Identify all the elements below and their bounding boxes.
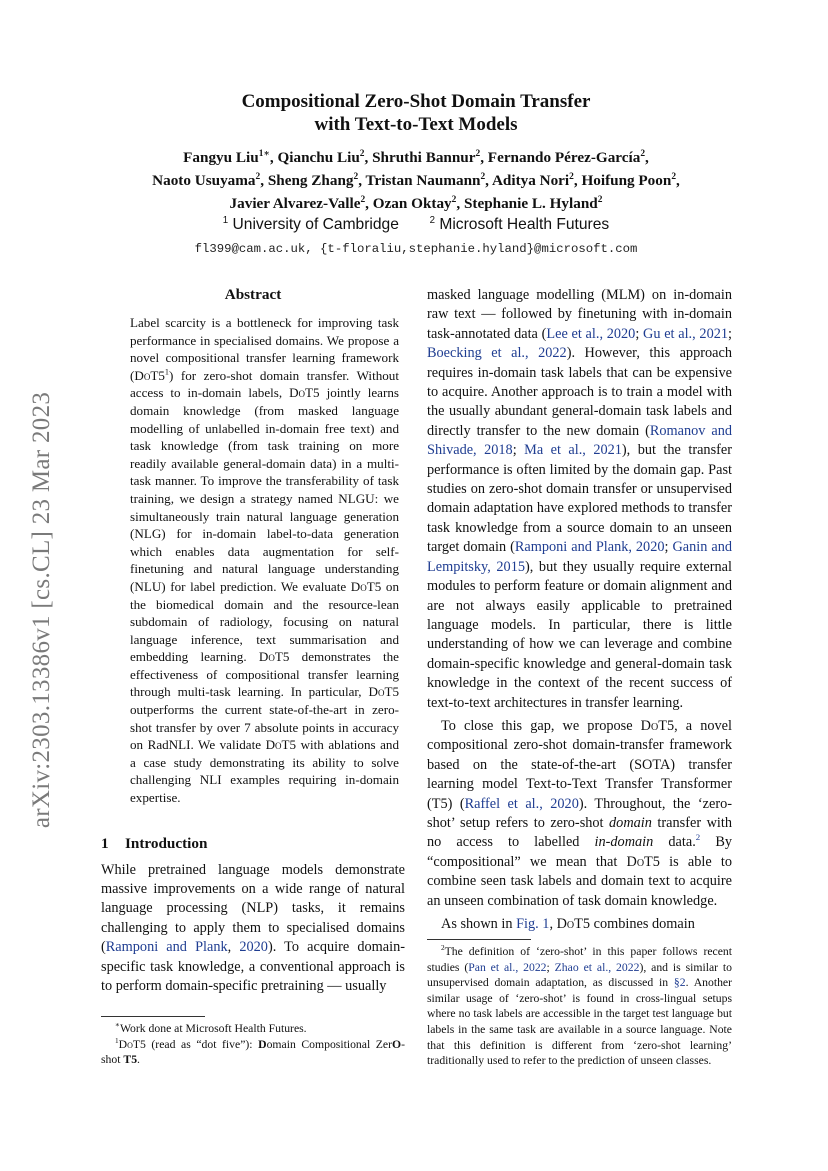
author-affil-mark: 1∗ xyxy=(258,148,270,159)
citation-link[interactable]: Zhao et al., 2022 xyxy=(554,960,640,974)
author-name: Fernando Pérez-García xyxy=(487,149,641,166)
author-affil-mark: 2 xyxy=(353,171,359,182)
intro-paragraph-1-continued: masked language modelling (MLM) on in-domain raw text — followed by finetuning with in-domain task-annotated data (Lee et al., 2020; Gu et al., 2021; Boecking et al., 2022). However, this approach requires in-domain task labels that can be expensive to acquire. Another approach is to train a model with the usually abundant general-domain task labels and directly transfer to the new domain (Romanov and Shivade, 2018; Ma et al., 2021), but the transfer performance is often limited by the domain gap. Past studies on zero-shot domain transfer or unsupervised domain adaptation have explored methods to transfer task knowledge from a source domain to an unseen target domain (Ramponi and Plank, 2020; Ganin and Lempitsky, 2015), but they usually require external modules to perform feature or domain alignment and are not always easily applicable to pretrained language models. In particular, there is little understanding of how we can leverage and combine domain-specific knowledge and general-domain task knowledge in the context of the recent success of text-to-text architectures in transfer learning. xyxy=(427,287,733,711)
section-2-link[interactable]: §2 xyxy=(673,976,686,990)
author-affil-mark: 2 xyxy=(255,171,261,182)
section-heading-introduction xyxy=(101,835,405,853)
author-emails: fl399@cam.ac.uk, {t-floraliu,stephanie.hyland}@microsoft.com xyxy=(194,242,638,256)
arxiv-stamp xyxy=(22,360,62,860)
section-title: Introduction xyxy=(125,834,208,852)
footnote-rule xyxy=(101,1016,205,1017)
title-line-1: Compositional Zero-Shot Domain Transfer xyxy=(241,91,591,112)
intro-paragraph-1: While pretrained language models demonstrate massive improvements on a wide range of natural language processing (NLP) tasks, it remains challenging to apply them to specialised domains (Ramponi and Plank, 2020). To acquire domain-specific task knowledge, a conventional approach is to perform domain-specific pretraining — usually xyxy=(101,861,405,995)
dot5-name: DoT5 xyxy=(258,649,290,665)
affil-name: Microsoft Health Futures xyxy=(439,216,610,233)
citation-link[interactable]: Ganin and Lempitsky, 2015 xyxy=(427,539,732,575)
dot5-name: DoT5 xyxy=(134,367,165,383)
dot5-name: DoT5 xyxy=(626,853,660,870)
author-name: Stephanie L. Hyland xyxy=(463,195,598,212)
author-name: Tristan Naumann xyxy=(365,172,481,189)
section-number: 1 xyxy=(101,834,109,852)
dot5-name: DoT5 xyxy=(640,717,675,734)
author-name: Sheng Zhang xyxy=(267,172,354,189)
footnote-1: $^1$DoT5 (read as “dot five”): Domain Compositional ZerO-shot T5. xyxy=(101,1036,406,1067)
citation-link[interactable]: Raffel et al., 2020 xyxy=(464,795,579,812)
footnote-star: ∗Work done at Microsoft Health Futures. xyxy=(115,1021,307,1035)
author-name: Fangyu Liu xyxy=(183,149,259,166)
citation-link[interactable]: Ramponi and Plank xyxy=(105,939,228,956)
citation-link[interactable]: Ramponi and Plank, 2020 xyxy=(514,539,665,556)
citation-link[interactable]: Lee et al., 2020 xyxy=(546,325,636,342)
author-line: Naoto Usuyama$^2$, Sheng Zhang$^2$, Tristan Naumann$^2$, Aditya Nori$^2$, Hoifung Poon$^2$, xyxy=(152,171,680,189)
author-name: Hoifung Poon xyxy=(581,172,672,189)
footnote-2-link[interactable]: 2 xyxy=(695,832,701,843)
abstract-heading: Abstract xyxy=(224,286,282,303)
figure-1-link[interactable]: Fig. 1 xyxy=(516,916,550,932)
author-name: Javier Alvarez-Valle xyxy=(229,195,361,212)
author-list xyxy=(90,146,742,215)
author-affil-mark: 2 xyxy=(475,148,481,159)
citation-link[interactable]: Gu et al., 2021 xyxy=(643,325,729,342)
author-line: Javier Alvarez-Valle$^2$, Ozan Oktay$^2$, Stephanie L. Hyland$^2$ xyxy=(229,194,603,212)
author-line: Fangyu Liu$^{1∗}$, Qianchu Liu$^2$, Shruthi Bannur$^2$, Fernando Pérez-García$^2$, xyxy=(183,148,649,166)
citation-link[interactable]: Ma et al., 2021 xyxy=(524,442,622,459)
affiliations xyxy=(100,215,732,235)
author-name: Qianchu Liu xyxy=(277,149,360,166)
author-name: Ozan Oktay xyxy=(372,195,452,212)
dot5-name: DoT5 xyxy=(368,684,399,700)
citation-link[interactable]: Romanov and Shivade, 2018 xyxy=(427,422,732,459)
author-affil-mark: 2 xyxy=(597,194,603,205)
author-name: Naoto Usuyama xyxy=(152,172,256,189)
author-affil-mark: 2 xyxy=(671,171,677,182)
dot5-name: DoT5 xyxy=(350,578,382,594)
affil-name: University of Cambridge xyxy=(232,216,399,233)
arxiv-identifier: arXiv:2303.13386v1 [cs.CL] 23 Mar 2023 xyxy=(28,391,55,829)
affil-mark: 1 xyxy=(222,214,229,226)
dot5-name: DoT5 xyxy=(289,385,320,401)
author-name: Aditya Nori xyxy=(491,172,570,189)
citation-year-link[interactable]: 2020 xyxy=(239,939,268,956)
author-affil-mark: 2 xyxy=(360,194,366,205)
right-column xyxy=(427,286,732,934)
citation-link[interactable]: Pan et al., 2022 xyxy=(468,960,547,974)
left-column xyxy=(101,286,405,996)
dot5-name: DoT5 xyxy=(265,737,297,753)
footnote-rule xyxy=(427,939,531,940)
paper-title xyxy=(100,90,732,136)
intro-paragraph-3: As shown in Fig. 1, DoT5 combines domain xyxy=(441,916,695,932)
author-affil-mark: 2 xyxy=(569,171,574,182)
footnotes-right xyxy=(427,939,732,1069)
author-affil-mark: 2 xyxy=(451,194,457,205)
footnote-mark: 1 xyxy=(164,367,169,377)
abstract-text: Label scarcity is a bottleneck for improving task performance in specialised domains. We propose a novel compositional transfer learning framework $(DoT5^1)$ for zero-shot domain transfer. Without access to in-domain labels, DoT5 jointly learns domain knowledge (from masked language modelling of unlabelled in-domain free text) and task knowledge (from task training on more readily available general-domain data) in a multi-task manner. To improve the transferability of task training, we design a strategy named NLGU: we simultaneously train natural language generation (NLG) for in-domain label-to-data generation which enables data augmentation for self-finetuning and natural language understanding (NLU) for label prediction. We evaluate DoT5 on the biomedical domain and the resource-lean subdomain of radiology, focusing on natural language inference, text summarisation and embedding learning. DoT5 demonstrates the effectiveness of compositional transfer learning through multi-task learning. In particular, DoT5 outperforms the current state-of-the-art in zero-shot transfer by over 7 absolute points in accuracy on RadNLI. We validate DoT5 with ablations and a case study demonstrating its ability to solve challenging NLI examples requiring in-domain expertise. xyxy=(130,315,400,806)
title-line-2: with Text-to-Text Models xyxy=(314,114,518,135)
footnotes-left xyxy=(101,1016,405,1068)
author-affil-mark: 2 xyxy=(359,148,365,159)
author-name: Shruthi Bannur xyxy=(372,149,476,166)
dot5-name: DoT5 xyxy=(556,916,591,932)
affil-mark: 2 xyxy=(429,214,435,226)
citation-link[interactable]: Boecking et al., 2022 xyxy=(427,345,567,362)
footnote-2: $^2$The definition of ‘zero-shot’ in this paper follows recent studies (Pan et al., 2022; Zhao et al., 2022), and is similar to unsupervised domain adaptation, as discussed in §2. Another similar usage of ‘zero-shot’ is found in cross-lingual setups where no task labels are accessible in the target test language but labels in the same task are available in a source language. Note that this definition is different from ‘zero-shot learning’ traditionally used to refer to the prediction of unseen classes. xyxy=(427,944,733,1068)
intro-paragraph-2: To close this gap, we propose DoT5, a novel compositional zero-shot domain-transfer framework based on the state-of-the-art (SOTA) transfer learning model Text-to-Text Transfer Transformer (T5) (Raffel et al., 2020). Throughout, the ‘zero-shot’ setup refers to zero-shot domain transfer with no access to labelled in-domain data.$^2$ By “compositional” we mean that DoT5 is able to combine seen task labels and domain text to acquire an unseen combination of task domain knowledge. xyxy=(427,717,733,909)
author-affil-mark: 2 xyxy=(480,171,486,182)
author-affil-mark: 2 xyxy=(640,148,646,159)
